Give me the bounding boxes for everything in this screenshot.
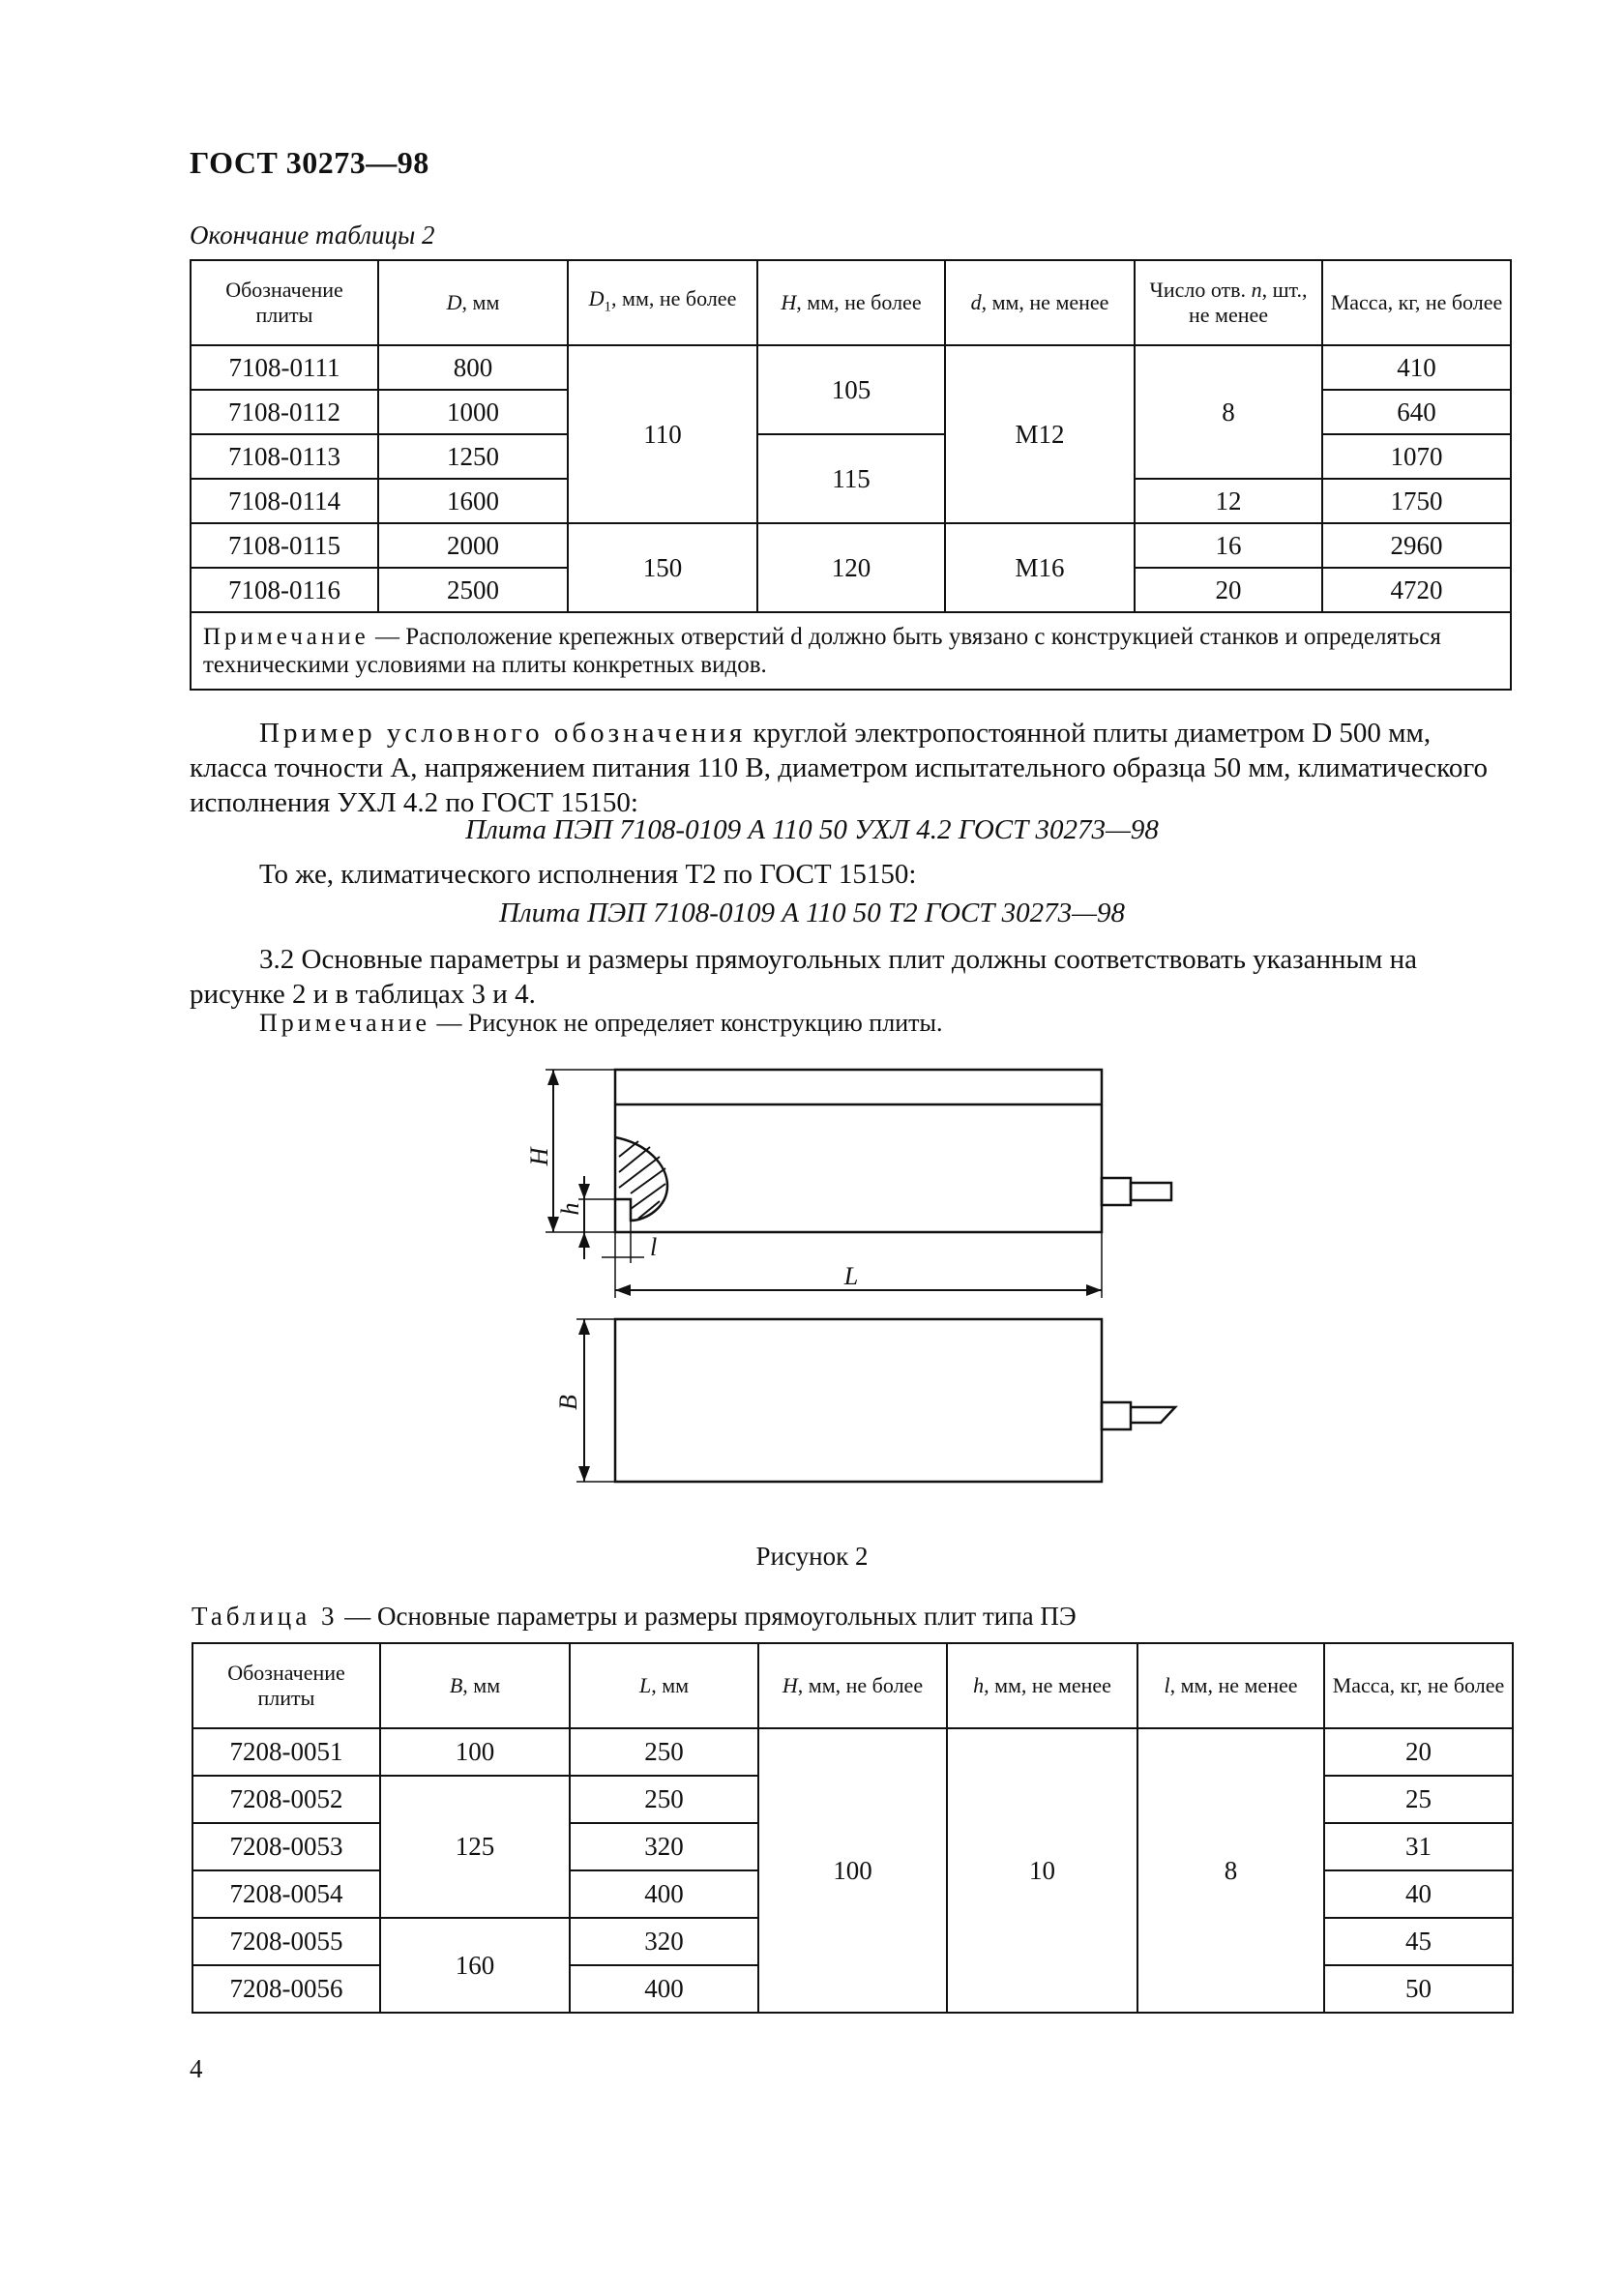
- table-row: [192, 1728, 1513, 1776]
- cell: 110: [568, 345, 757, 523]
- cell: 7208-0054: [192, 1870, 380, 1918]
- cell: 7208-0052: [192, 1776, 380, 1823]
- cell: M16: [945, 523, 1135, 612]
- cell: 31: [1324, 1823, 1513, 1870]
- cell: 400: [570, 1870, 758, 1918]
- cell: 7208-0056: [192, 1965, 380, 2013]
- figure-caption: Рисунок 2: [755, 1542, 869, 1571]
- cell: 12: [1135, 479, 1322, 523]
- dim-label-h: h: [556, 1202, 584, 1216]
- cell: 2960: [1322, 523, 1511, 568]
- cell: 7208-0055: [192, 1918, 380, 1965]
- column-header: L, мм: [570, 1643, 758, 1728]
- cell: M12: [945, 345, 1135, 523]
- cell: 105: [757, 345, 945, 434]
- dim-label-L: L: [843, 1262, 859, 1290]
- cell: 1000: [378, 390, 568, 434]
- cell: 16: [1135, 523, 1322, 568]
- cell: 20: [1324, 1728, 1513, 1776]
- table-continuation-caption: Окончание таблицы 2: [190, 221, 435, 250]
- cell: 45: [1324, 1918, 1513, 1965]
- column-header: H, мм, не более: [758, 1643, 947, 1728]
- cell: 7208-0051: [192, 1728, 380, 1776]
- column-header: Число отв. n, шт., не менее: [1135, 260, 1322, 345]
- cell: 1250: [378, 434, 568, 479]
- cell: 2000: [378, 523, 568, 568]
- cell: 400: [570, 1965, 758, 2013]
- cell: 8: [1137, 1728, 1324, 2013]
- cell: 7108-0115: [191, 523, 378, 568]
- cell: 1600: [378, 479, 568, 523]
- designation-example-1: Плита ПЭП 7108-0109 А 110 50 УХЛ 4.2 ГОСТ 30273—98: [465, 814, 1159, 845]
- cell: 7108-0111: [191, 345, 378, 390]
- table-note: Примечание — Расположение крепежных отверстий d должно быть увязано с конструкцией станков и определяться техническими условиями на плиты конкретных видов.: [191, 612, 1511, 690]
- cell: 160: [380, 1918, 570, 2013]
- cell: 640: [1322, 390, 1511, 434]
- cell: 250: [570, 1776, 758, 1823]
- column-header: d, мм, не менее: [945, 260, 1135, 345]
- cell: 8: [1135, 345, 1322, 479]
- dim-label-l: l: [650, 1233, 658, 1261]
- section-3-2: 3.2 Основные параметры и размеры прямоугольных плит должны соответствовать указанным на рисунке 2 и в таблицах 3 и 4.: [190, 944, 1418, 1010]
- cell: 7208-0053: [192, 1823, 380, 1870]
- column-header: l, мм, не менее: [1137, 1643, 1324, 1728]
- cell: 20: [1135, 568, 1322, 612]
- cell: 7108-0113: [191, 434, 378, 479]
- figure-note: Примечание — Рисунок не определяет конструкцию плиты.: [259, 1009, 943, 1037]
- column-header: $D_1$, мм, не более: [568, 260, 757, 345]
- document-title: ГОСТ 30273—98: [190, 145, 429, 180]
- cell: 100: [380, 1728, 570, 1776]
- page-number: 4: [190, 2054, 203, 2083]
- column-header: D, мм: [378, 260, 568, 345]
- cell: 4720: [1322, 568, 1511, 612]
- column-header: Масса, кг, не более: [1322, 260, 1511, 345]
- cell: 10: [947, 1728, 1137, 2013]
- cell: 800: [378, 345, 568, 390]
- column-header: Обозначение плиты: [191, 260, 378, 345]
- dim-label-H: H: [525, 1147, 553, 1166]
- cell: 320: [570, 1823, 758, 1870]
- cell: 7108-0114: [191, 479, 378, 523]
- column-header: B, мм: [380, 1643, 570, 1728]
- cell: 410: [1322, 345, 1511, 390]
- column-header: Обозначение плиты: [192, 1643, 380, 1728]
- cell: 7108-0116: [191, 568, 378, 612]
- cell: 40: [1324, 1870, 1513, 1918]
- column-header: h, мм, не менее: [947, 1643, 1137, 1728]
- table-3: [192, 1642, 1514, 2014]
- column-header: H, мм, не более: [757, 260, 945, 345]
- cell: 115: [757, 434, 945, 523]
- cell: 150: [568, 523, 757, 612]
- same-example-text: То же, климатического исполнения Т2 по ГОСТ 15150:: [259, 859, 917, 890]
- cell: 50: [1324, 1965, 1513, 2013]
- column-header: Масса, кг, не более: [1324, 1643, 1513, 1728]
- cell: 7108-0112: [191, 390, 378, 434]
- cell: 320: [570, 1918, 758, 1965]
- cell: 2500: [378, 568, 568, 612]
- designation-example-2: Плита ПЭП 7108-0109 А 110 50 Т2 ГОСТ 30273—98: [499, 898, 1125, 928]
- dim-label-B: B: [554, 1395, 582, 1410]
- cell: 125: [380, 1776, 570, 1918]
- table-3-title: Таблица 3 — Основные параметры и размеры прямоугольных плит типа ПЭ: [192, 1602, 1077, 1631]
- cell: 1750: [1322, 479, 1511, 523]
- example-paragraph: Пример условного обозначения круглой электропостоянной плиты диаметром D 500 мм, класса точности А, напряжением питания 110 В, диаметром испытательного образца 50 мм, климатического исполнения УХЛ 4.2 по ГОСТ 15150:: [190, 718, 1489, 818]
- cell: 1070: [1322, 434, 1511, 479]
- cell: 250: [570, 1728, 758, 1776]
- cell: 120: [757, 523, 945, 612]
- cell: 25: [1324, 1776, 1513, 1823]
- cell: 100: [758, 1728, 947, 2013]
- table-header-row: [192, 1643, 1513, 1728]
